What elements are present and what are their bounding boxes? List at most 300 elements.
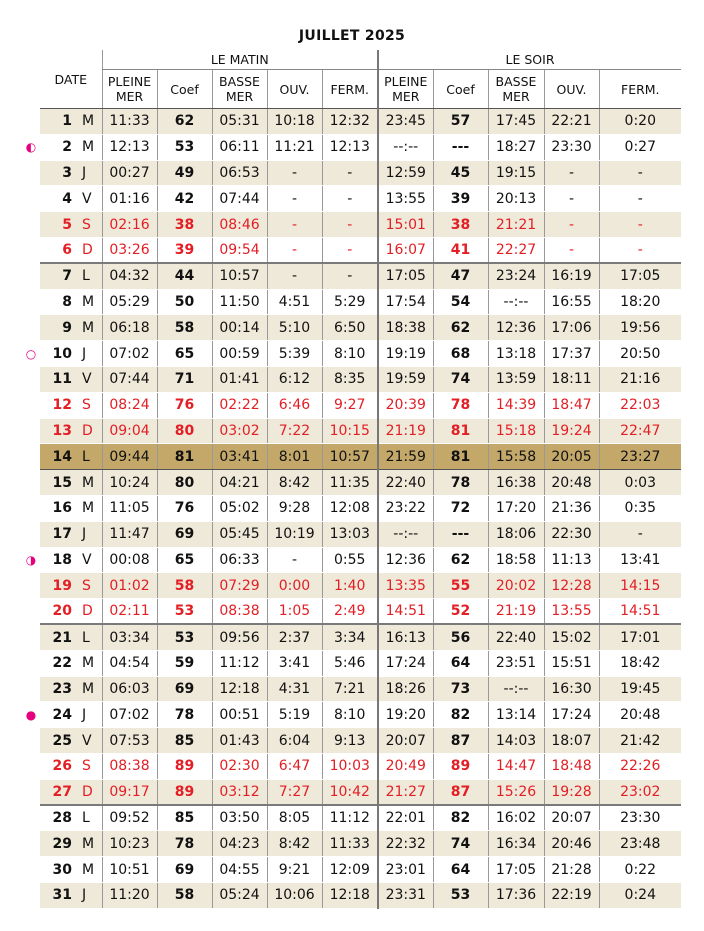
table-cell: 18:38 [378,315,433,341]
table-cell: 6:12 [267,366,322,392]
table-cell: 8:42 [267,470,322,496]
table-cell: 10:42 [322,779,378,805]
table-cell: 69 [157,676,212,702]
table-cell: 64 [433,650,488,676]
table-row [40,212,681,238]
table-cell: 9:27 [322,392,378,418]
table-cell: --- [433,521,488,547]
table-cell: 17 [40,521,78,547]
table-cell: - [599,212,681,238]
table-cell: M [78,650,102,676]
col-header: PLEINE MER [378,70,433,109]
col-header: Coef [433,70,488,109]
table-cell: 02:16 [102,212,157,238]
table-cell: 55 [433,573,488,599]
table-cell: 2:49 [322,599,378,625]
table-cell: 82 [433,805,488,831]
table-cell: - [322,186,378,212]
table-cell: 11:33 [102,109,157,135]
table-cell: 9 [40,315,78,341]
table-cell: 27 [40,779,78,805]
table-cell: 19:19 [378,341,433,367]
table-row [40,573,681,599]
table-cell: 21:27 [378,779,433,805]
table-cell: 15:58 [488,444,544,470]
table-cell: 07:44 [212,186,267,212]
table-cell: 81 [433,418,488,444]
table-cell: L [78,624,102,650]
table-cell: 13 [40,418,78,444]
table-cell: 20:50 [599,341,681,367]
table-cell: 20:46 [544,831,599,857]
table-cell: 13:18 [488,341,544,367]
table-cell: M [78,315,102,341]
table-cell: 23:30 [599,805,681,831]
table-cell: 21:19 [488,599,544,625]
table-cell: 1 [40,109,78,135]
table-cell: 20 [40,599,78,625]
col-header: FERM. [599,70,681,109]
table-cell: 15:51 [544,650,599,676]
table-cell: 22:01 [378,805,433,831]
table-cell: 23:27 [599,444,681,470]
table-cell: 9:28 [267,495,322,521]
table-cell: 52 [433,599,488,625]
table-cell: 49 [157,160,212,186]
table-cell: 9:13 [322,728,378,754]
table-cell: 20:05 [544,444,599,470]
table-cell: - [544,186,599,212]
table-cell: 11 [40,366,78,392]
table-cell: - [599,521,681,547]
new-moon-icon: ● [25,707,37,722]
table-cell: V [78,186,102,212]
table-cell: 6:47 [267,753,322,779]
full-moon-icon: ○ [25,346,37,361]
table-cell: 12 [40,392,78,418]
table-cell: 8:10 [322,702,378,728]
table-cell: 5:29 [322,289,378,315]
table-cell: 17:06 [544,315,599,341]
table-row [40,263,681,289]
table-cell: 10:18 [267,109,322,135]
table-row [40,366,681,392]
table-row [40,315,681,341]
table-cell: 09:56 [212,624,267,650]
table-cell: M [78,495,102,521]
table-cell: J [78,702,102,728]
table-cell: 06:11 [212,134,267,160]
table-cell: 09:54 [212,237,267,263]
table-cell: 15:18 [488,418,544,444]
table-cell: 14:47 [488,753,544,779]
table-cell: 04:32 [102,263,157,289]
table-cell: 12:36 [378,547,433,573]
table-cell: 00:08 [102,547,157,573]
table-cell: 18:11 [544,366,599,392]
table-row [40,650,681,676]
table-cell: 16:13 [378,624,433,650]
table-cell: 17:05 [599,263,681,289]
table-cell: 14 [40,444,78,470]
table-cell: 41 [433,237,488,263]
table-cell: 12:59 [378,160,433,186]
table-cell: 20:49 [378,753,433,779]
table-cell: - [267,160,322,186]
table-cell: D [78,599,102,625]
table-cell: 42 [157,186,212,212]
table-cell: - [544,237,599,263]
table-cell: S [78,753,102,779]
table-cell: - [322,237,378,263]
table-cell: 71 [157,366,212,392]
table-cell: 10:51 [102,857,157,883]
table-cell: 03:34 [102,624,157,650]
table-cell: 17:20 [488,495,544,521]
table-cell: 01:16 [102,186,157,212]
table-cell: 03:02 [212,418,267,444]
table-cell: 23:51 [488,650,544,676]
table-row [40,831,681,857]
table-row [40,547,681,573]
table-cell: - [544,212,599,238]
table-cell: 73 [433,676,488,702]
table-cell: 07:53 [102,728,157,754]
evening-header: LE SOIR [378,50,681,70]
table-cell: 7:27 [267,779,322,805]
table-cell: 08:38 [212,599,267,625]
table-cell: 23:02 [599,779,681,805]
table-cell: V [78,547,102,573]
table-cell: 21:28 [544,857,599,883]
table-cell: - [599,160,681,186]
table-cell: S [78,573,102,599]
table-cell: 38 [433,212,488,238]
table-cell: 21:19 [378,418,433,444]
table-cell: 15:01 [378,212,433,238]
table-row [40,392,681,418]
table-cell: 89 [433,753,488,779]
table-cell: 30 [40,857,78,883]
table-cell: 65 [157,547,212,573]
table-cell: 14:51 [378,599,433,625]
table-cell: - [599,186,681,212]
table-cell: 16:30 [544,676,599,702]
table-cell: 12:09 [322,857,378,883]
table-cell: 09:52 [102,805,157,831]
table-cell: 62 [157,109,212,135]
table-cell: 47 [433,263,488,289]
table-cell: 19:20 [378,702,433,728]
table-cell: 0:24 [599,882,681,908]
table-cell: 19:15 [488,160,544,186]
table-cell: 38 [157,212,212,238]
table-cell: 78 [433,470,488,496]
table-cell: 64 [433,857,488,883]
table-cell: 17:05 [378,263,433,289]
table-cell: 78 [157,831,212,857]
table-cell: 7:22 [267,418,322,444]
table-cell: 69 [157,521,212,547]
table-cell: M [78,134,102,160]
table-cell: 20:07 [544,805,599,831]
table-cell: 02:30 [212,753,267,779]
table-cell: 13:55 [544,599,599,625]
table-cell: 22:03 [599,392,681,418]
table-cell: 2 [40,134,78,160]
table-cell: 09:04 [102,418,157,444]
table-cell: 21:36 [544,495,599,521]
table-cell: 04:23 [212,831,267,857]
table-cell: 07:02 [102,702,157,728]
table-cell: 11:13 [544,547,599,573]
table-row [40,444,681,470]
table-cell: D [78,237,102,263]
table-cell: 62 [433,547,488,573]
table-cell: 0:20 [599,109,681,135]
table-cell: 03:50 [212,805,267,831]
col-header: FERM. [322,70,378,109]
table-cell: - [267,263,322,289]
table-cell: 09:17 [102,779,157,805]
table-cell: 19:28 [544,779,599,805]
table-cell: 3 [40,160,78,186]
table-cell: 00:51 [212,702,267,728]
table-cell: 25 [40,728,78,754]
table-cell: 19:45 [599,676,681,702]
table-cell: 10:15 [322,418,378,444]
table-cell: 18:07 [544,728,599,754]
table-cell: 20:48 [599,702,681,728]
table-cell: 17:01 [599,624,681,650]
table-cell: 54 [433,289,488,315]
table-cell: 19:59 [378,366,433,392]
table-cell: 8:10 [322,341,378,367]
table-cell: M [78,289,102,315]
table-cell: 12:13 [322,134,378,160]
table-cell: J [78,521,102,547]
col-header: PLEINE MER [102,70,157,109]
table-cell: 03:12 [212,779,267,805]
table-cell: 5:39 [267,341,322,367]
col-header: Coef [157,70,212,109]
table-cell: 4:51 [267,289,322,315]
last-quarter-moon-icon: ◑ [25,552,37,567]
table-cell: 22:40 [378,470,433,496]
table-cell: 53 [157,624,212,650]
table-cell: D [78,779,102,805]
table-cell: 10:23 [102,831,157,857]
table-cell: 58 [157,573,212,599]
table-cell: 17:36 [488,882,544,908]
table-cell: 18:42 [599,650,681,676]
table-row [40,779,681,805]
table-cell: 23:31 [378,882,433,908]
table-cell: 4 [40,186,78,212]
table-cell: 20:48 [544,470,599,496]
table-cell: 80 [157,418,212,444]
table-row [40,495,681,521]
table-cell: 50 [157,289,212,315]
table-cell: S [78,212,102,238]
table-cell: 23:22 [378,495,433,521]
table-cell: 22:32 [378,831,433,857]
table-cell: 53 [157,134,212,160]
table-cell: --:-- [378,521,433,547]
table-cell: 28 [40,805,78,831]
table-cell: --:-- [488,289,544,315]
table-cell: - [267,237,322,263]
table-cell: 74 [433,366,488,392]
table-cell: - [322,160,378,186]
table-cell: 69 [157,857,212,883]
table-cell: --- [433,134,488,160]
table-cell: --:-- [488,676,544,702]
table-cell: 6:50 [322,315,378,341]
table-cell: 0:27 [599,134,681,160]
table-cell: 14:15 [599,573,681,599]
table-cell: 05:29 [102,289,157,315]
table-cell: 18 [40,547,78,573]
table-cell: 6:04 [267,728,322,754]
tide-table-body [40,109,681,909]
table-cell: L [78,263,102,289]
table-cell: 06:53 [212,160,267,186]
table-cell: 18:06 [488,521,544,547]
table-cell: 21:21 [488,212,544,238]
table-cell: 12:18 [212,676,267,702]
table-cell: 12:13 [102,134,157,160]
table-cell: 07:44 [102,366,157,392]
table-cell: 20:39 [378,392,433,418]
table-cell: 16:34 [488,831,544,857]
table-row [40,237,681,263]
table-cell: 04:55 [212,857,267,883]
table-cell: 22:19 [544,882,599,908]
table-cell: 59 [157,650,212,676]
table-cell: 14:39 [488,392,544,418]
table-cell: 18:48 [544,753,599,779]
table-cell: 10:57 [322,444,378,470]
table-cell: 11:05 [102,495,157,521]
table-cell: 6:46 [267,392,322,418]
table-cell: 21:16 [599,366,681,392]
table-cell: 02:22 [212,392,267,418]
table-cell: 17:45 [488,109,544,135]
table-cell: 15:02 [544,624,599,650]
table-cell: 5:10 [267,315,322,341]
table-cell: 00:27 [102,160,157,186]
table-cell: 8 [40,289,78,315]
table-cell: 23:45 [378,109,433,135]
table-cell: 12:08 [322,495,378,521]
table-cell: 31 [40,882,78,908]
table-cell: 16 [40,495,78,521]
table-cell: 10:06 [267,882,322,908]
table-cell: 14:03 [488,728,544,754]
table-cell: J [78,160,102,186]
table-cell: M [78,676,102,702]
table-cell: 05:45 [212,521,267,547]
table-cell: 9:21 [267,857,322,883]
table-row [40,753,681,779]
table-cell: 04:21 [212,470,267,496]
tide-table-wrapper [18,50,681,909]
table-cell: 09:44 [102,444,157,470]
table-cell: 11:20 [102,882,157,908]
table-cell: 17:37 [544,341,599,367]
table-cell: 20:02 [488,573,544,599]
table-cell: - [322,263,378,289]
table-cell: 11:21 [267,134,322,160]
table-cell: 3:41 [267,650,322,676]
table-cell: 13:55 [378,186,433,212]
table-cell: 7 [40,263,78,289]
table-cell: 0:55 [322,547,378,573]
table-cell: 80 [157,470,212,496]
table-cell: 08:24 [102,392,157,418]
col-header: OUV. [267,70,322,109]
table-cell: 22:21 [544,109,599,135]
table-row [40,702,681,728]
tide-table [40,50,681,909]
table-cell: 89 [157,779,212,805]
table-row [40,341,681,367]
table-cell: 11:50 [212,289,267,315]
table-cell: 22:27 [488,237,544,263]
table-row [40,470,681,496]
table-row [40,289,681,315]
table-cell: 39 [157,237,212,263]
table-cell: 16:55 [544,289,599,315]
table-cell: 05:31 [212,109,267,135]
table-cell: - [267,547,322,573]
table-cell: 8:01 [267,444,322,470]
table-cell: 76 [157,495,212,521]
table-cell: 05:02 [212,495,267,521]
table-cell: 81 [157,444,212,470]
table-cell: S [78,392,102,418]
table-cell: - [599,237,681,263]
table-cell: 78 [433,392,488,418]
table-cell: 0:00 [267,573,322,599]
table-cell: 20:13 [488,186,544,212]
page-title: JUILLET 2025 [298,28,406,44]
morning-header: LE MATIN [102,50,378,70]
table-cell: 5 [40,212,78,238]
col-header: BASSE MER [488,70,544,109]
table-cell: 17:24 [378,650,433,676]
table-cell: 22:40 [488,624,544,650]
table-cell: 0:35 [599,495,681,521]
table-cell: 81 [433,444,488,470]
table-cell: 21 [40,624,78,650]
table-cell: 11:47 [102,521,157,547]
table-row [40,186,681,212]
table-cell: 68 [433,341,488,367]
table-cell: 89 [157,753,212,779]
table-cell: 87 [433,779,488,805]
table-cell: - [267,186,322,212]
table-cell: M [78,857,102,883]
table-cell: 15 [40,470,78,496]
table-cell: - [544,160,599,186]
table-cell: 2:37 [267,624,322,650]
table-cell: 24 [40,702,78,728]
table-cell: 8:05 [267,805,322,831]
table-cell: 18:58 [488,547,544,573]
table-cell: 13:14 [488,702,544,728]
